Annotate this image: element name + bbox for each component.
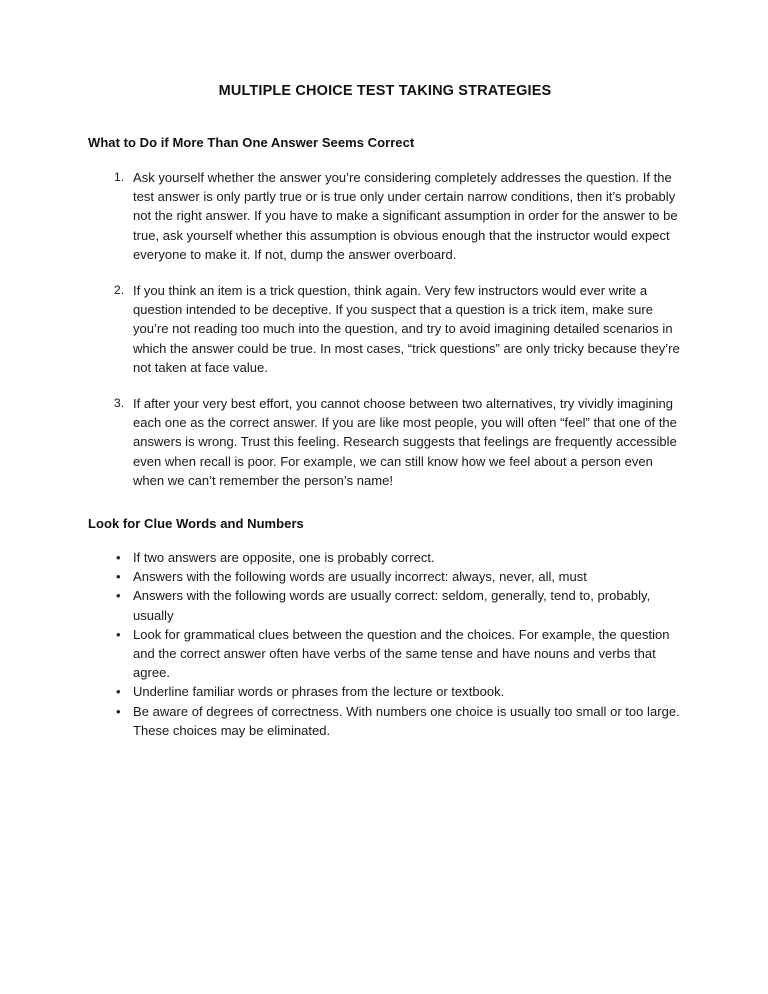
list-marker: 1.	[114, 170, 125, 184]
list-marker: 2.	[114, 283, 125, 298]
list-item-text: Be aware of degrees of correctness. With numbers one choice is usually too small or too large. These choices may be eliminated.	[133, 703, 680, 738]
bullet-icon: •	[116, 684, 121, 700]
list-item	[88, 168, 682, 264]
list-item	[88, 702, 682, 740]
list-item	[88, 394, 682, 490]
list-item	[88, 682, 682, 701]
bullet-icon: •	[116, 550, 121, 566]
section-heading-one: What to Do if More Than One Answer Seems Correct	[88, 135, 415, 150]
list-item-text: Look for grammatical clues between the question and the choices. For example, the question and the correct answer often have verbs of the same tense and have nouns and verbs that agree.	[133, 626, 670, 681]
numbered-strategy-list	[88, 168, 682, 490]
list-marker: 3.	[114, 396, 125, 411]
list-item	[88, 586, 682, 624]
page-title: MULTIPLE CHOICE TEST TAKING STRATEGIES	[218, 83, 552, 99]
bullet-icon: •	[116, 703, 121, 719]
list-item-text: If two answers are opposite, one is probably correct.	[133, 550, 435, 566]
list-item	[88, 625, 682, 683]
list-item	[88, 281, 682, 377]
list-item-text: Underline familiar words or phrases from the lecture or textbook.	[133, 684, 505, 700]
clue-words-bullet-list	[88, 548, 682, 740]
list-item-text: If after your very best effort, you cannot choose between two alternatives, try vividly imagining each one as the correct answer. If you are like most people, you will often “feel” that one of the answers is wrong. Trust this feeling. Research suggests that feelings are frequently accessible even when recall is poor. For example, we can still know how we feel about a person even when we can’t remember the person’s name!	[133, 396, 677, 488]
list-item-text: Answers with the following words are usually correct: seldom, generally, tend to, probably, usually	[133, 588, 651, 623]
document-body	[88, 82, 682, 740]
bullet-icon: •	[116, 588, 121, 604]
list-item	[88, 548, 682, 567]
bullet-icon: •	[116, 626, 121, 642]
list-item-text: If you think an item is a trick question, think again. Very few instructors would ever write a question intended to be deceptive. If you suspect that a question is a trick item, make sure you’re not reading too much into the question, and try to avoid imagining detailed scenarios in which the answer could be true. In most cases, “trick questions” are only tricky because they’re not taken at face value.	[133, 283, 680, 375]
section-heading-two: Look for Clue Words and Numbers	[88, 516, 304, 532]
list-item-text: Ask yourself whether the answer you’re considering completely addresses the question. If the test answer is only partly true or is true only under certain narrow conditions, then it’s probably not the right answer. If you have to make a significant assumption in order for the answer to be true, ask yourself whether this assumption is obvious enough that the instructor would expect everyone to make it. If not, dump the answer overboard.	[133, 170, 678, 262]
list-item-text: Answers with the following words are usually incorrect: always, never, all, must	[133, 569, 587, 585]
bullet-icon: •	[116, 569, 121, 585]
list-item	[88, 567, 682, 586]
